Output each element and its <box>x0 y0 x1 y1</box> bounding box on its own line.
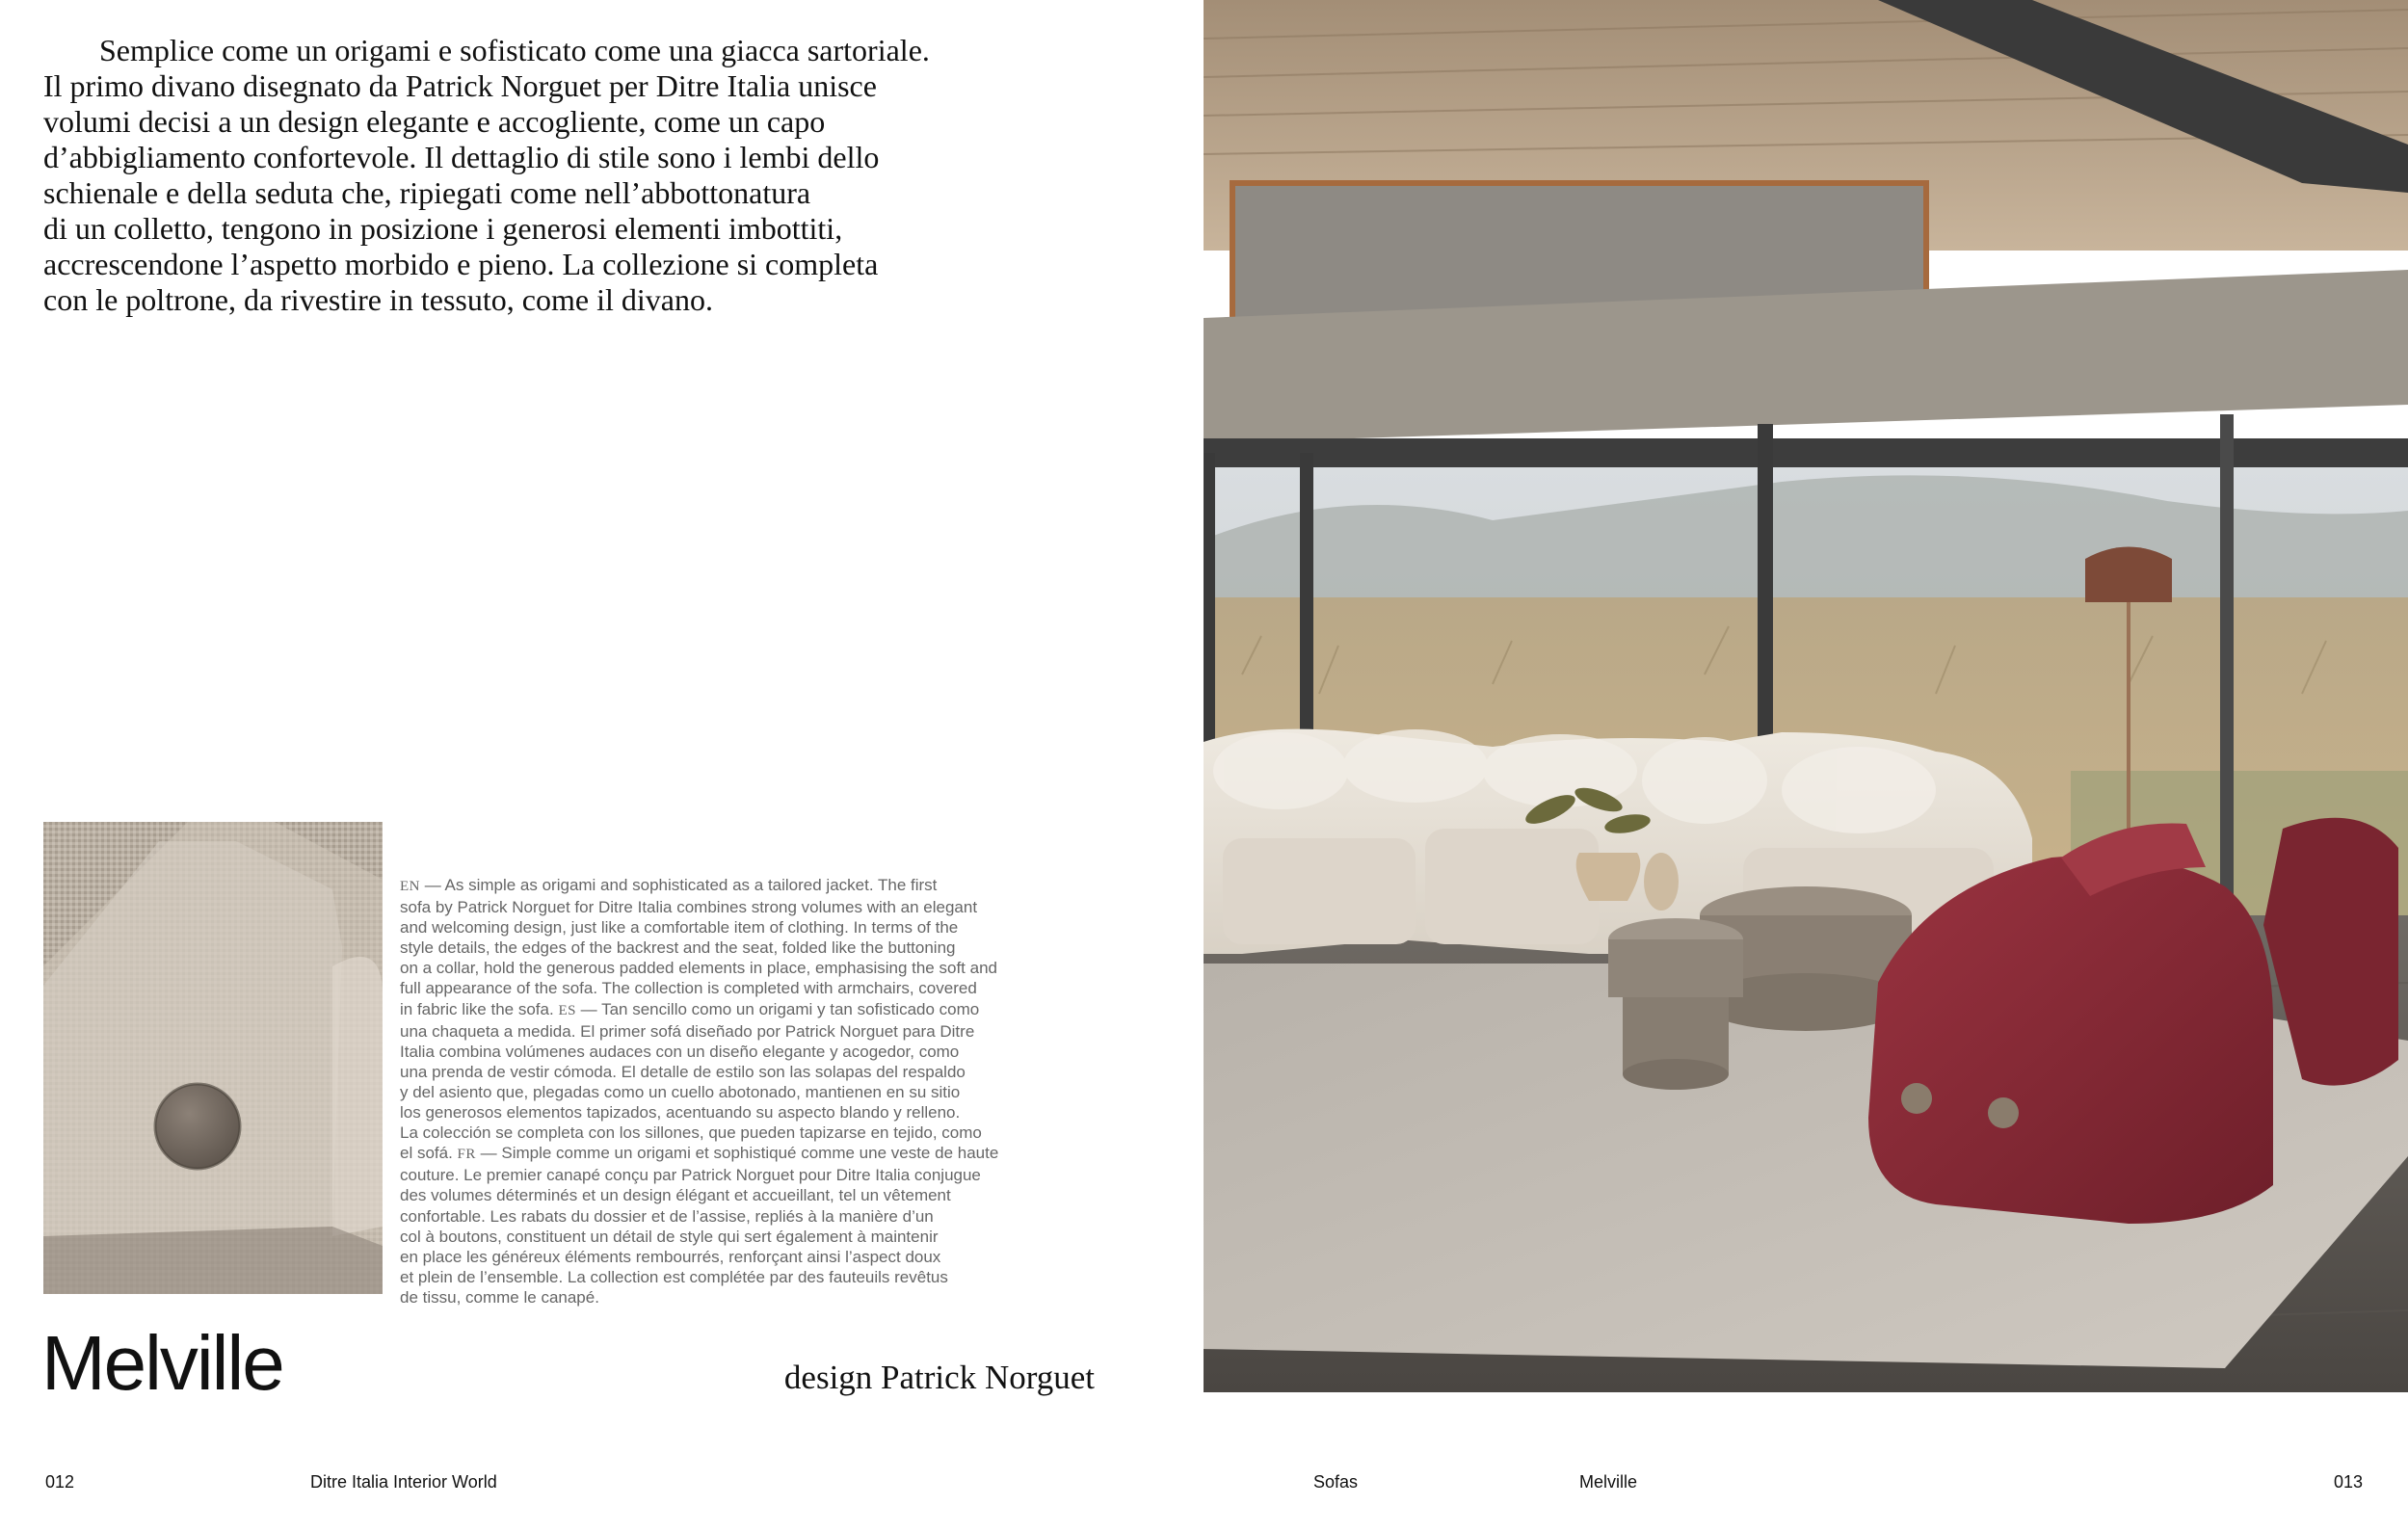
living-room-photo <box>1204 0 2408 1392</box>
page-number-right: 013 <box>2334 1472 2364 1492</box>
footer-section: Sofas <box>1313 1472 1359 1492</box>
product-title: Melville <box>41 1320 283 1406</box>
translation-fr: — Simple comme un origami et sophistiqué comme une veste de haute couture. Le premier canapé conçu par Patrick Norguet pour Ditre Italia conjugue des volumes déterminés et un design élégant et accueillant, tel un vêtement confortable. Les rabats du dossier et de l’assise, repliés à la manière d’un col à boutons, constituent un détail de style qui sert également à maintenir en place les généreux éléments rembourrés, renforçant ainsi l’aspect doux et plein de l’ensemble. La collection est complétée par des fauteuils revêtus de tissu, comme le canapé. <box>400 1144 999 1307</box>
lang-tag-fr: FR <box>457 1147 476 1163</box>
translations-text <box>400 875 1094 1307</box>
intro-paragraph: Semplice come un origami e sofisticato come una giacca sartoriale. Il primo divano disegnato da Patrick Norguet per Ditre Italia unisce volumi decisi a un design elegante e accogliente, come un capo d’abbigliamento confortevole. Il dettaglio di stile sono i lembi dello schienale e della seduta che, ripiegati come nell’abbottonatura di un colletto, tengono in posizione i generosi elementi imbottiti, accrescendone l’aspetto morbido e pieno. La collezione si completa con le poltrone, da rivestire in tessuto, come il divano. <box>43 33 930 317</box>
footer-publication: Ditre Italia Interior World <box>310 1472 497 1492</box>
lang-tag-es: ES <box>558 1002 576 1018</box>
translation-es: — Tan sencillo como un origami y tan sofisticado como una chaqueta a medida. El primer sofá diseñado por Patrick Norguet para Ditre Italia combina volúmenes audaces con un diseño elegante y acogedor, como una prenda de vestir cómoda. El detalle de estilo son las solapas del respaldo y del asiento que, plegadas como un cuello abotonado, mantienen en su sitio los generosos elementos tapizados, acentuando su aspecto blando y relleno. La colección se completa con los sillones, que pueden tapizarse en tejido, como el sofá. <box>400 999 982 1163</box>
footer-product: Melville <box>1579 1472 1638 1492</box>
fabric-detail-photo <box>43 822 383 1294</box>
designer-credit: design Patrick Norguet <box>783 1359 1095 1396</box>
translation-en: — As simple as origami and sophisticated as a tailored jacket. The first sofa by Patrick Norguet for Ditre Italia combines strong volumes with an elegant and welcoming design, just like a comfortable item of clothing. In terms of the style details, the edges of the backrest and the seat, folded like the buttoning on a collar, hold the generous padded elements in place, emphasising the soft and full appearance of the sofa. The collection is completed with armchairs, covered in fabric like the sofa. <box>400 876 997 1018</box>
page-number-left: 012 <box>45 1472 75 1492</box>
lang-tag-en: EN <box>400 879 420 894</box>
